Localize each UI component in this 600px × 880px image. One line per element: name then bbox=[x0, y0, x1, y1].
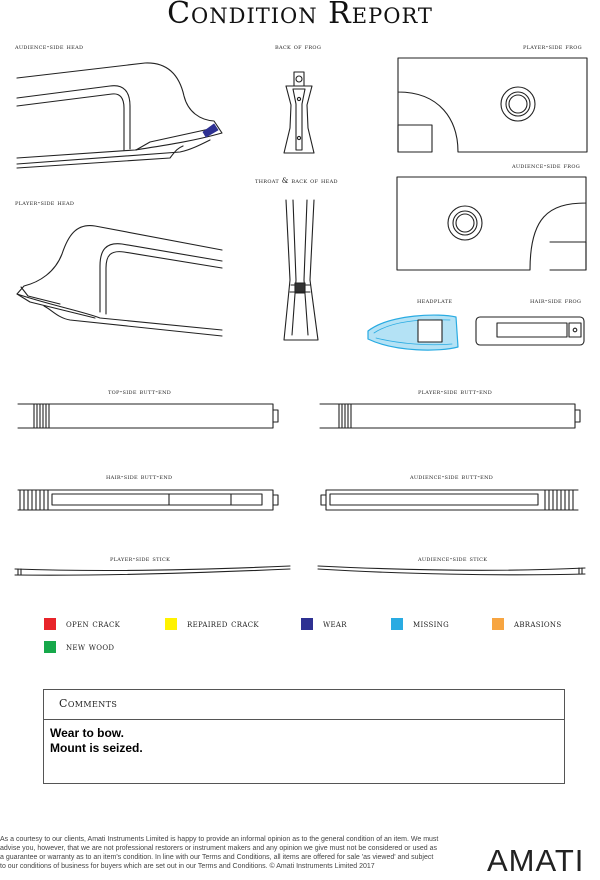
label-player-side-head: player-side head bbox=[15, 198, 75, 207]
legend-swatch-blue bbox=[301, 618, 313, 630]
label-audience-side-stick: audience-side stick bbox=[418, 554, 488, 563]
label-top-side-butt-end: top-side butt-end bbox=[108, 387, 172, 396]
top-side-butt-end-drawing bbox=[18, 404, 278, 428]
comments-box bbox=[43, 689, 565, 784]
disclaimer-text: As a courtesy to our clients, Amati Instruments Limited is happy to provide an informal opinion as to the general condition of an item. We must advise you, however, that we are not professional restorers or instrument makers and any opinion we give must not be considered or used as a guarantee or warranty as to an item's condition. In line with our Terms and Conditions, all items are offered for sale 'as viewed' and subject to our conditions of business for buyers which are set out in our Terms and Conditions. © Amati Instruments Limited 2017 bbox=[0, 836, 439, 870]
legend-label-missing: missing bbox=[413, 618, 449, 630]
headplate-drawing bbox=[368, 315, 458, 350]
legend-swatch-green bbox=[44, 641, 56, 653]
amati-logo: AMATI bbox=[487, 843, 585, 878]
player-side-head-drawing bbox=[17, 226, 222, 336]
label-headplate: headplate bbox=[417, 296, 453, 305]
player-side-frog-drawing bbox=[398, 58, 587, 152]
audience-side-frog-drawing bbox=[397, 177, 586, 270]
hair-side-frog-drawing bbox=[476, 317, 584, 345]
back-of-frog-drawing bbox=[284, 72, 314, 153]
label-hair-side-butt-end: hair-side butt-end bbox=[106, 472, 173, 481]
legend-item-abrasions bbox=[492, 618, 561, 630]
legend-item-open-crack bbox=[44, 618, 120, 630]
hair-side-butt-end-drawing bbox=[18, 490, 278, 510]
comments-heading: Comments bbox=[59, 697, 118, 710]
throat-back-of-head-drawing bbox=[284, 200, 318, 340]
legend-swatch-light-blue bbox=[391, 618, 403, 630]
legend-label-abrasions: abrasions bbox=[514, 618, 562, 630]
legend-label-new-wood: new wood bbox=[66, 641, 115, 653]
comments-header bbox=[44, 690, 564, 720]
legend-label-wear: wear bbox=[323, 618, 347, 630]
label-player-side-butt-end: player-side butt-end bbox=[418, 387, 493, 396]
legend-swatch-yellow bbox=[165, 618, 177, 630]
label-player-side-stick: player-side stick bbox=[110, 554, 171, 563]
legend-swatch-red bbox=[44, 618, 56, 630]
label-throat-back-of-head: throat & back of head bbox=[255, 176, 338, 185]
player-side-stick-drawing bbox=[15, 566, 290, 575]
comment-line-1: Wear to bow. bbox=[50, 726, 125, 740]
legend-item-new-wood bbox=[44, 641, 114, 653]
legend-label-open-crack: open crack bbox=[66, 618, 121, 630]
legend-item-missing bbox=[391, 618, 449, 630]
label-hair-side-frog: hair-side frog bbox=[530, 296, 582, 305]
page-title: Condition Report bbox=[167, 0, 433, 31]
legend-label-repaired-crack: repaired crack bbox=[187, 618, 259, 630]
label-audience-side-butt-end: audience-side butt-end bbox=[410, 472, 494, 481]
audience-side-stick-drawing bbox=[318, 566, 585, 575]
audience-side-butt-end-drawing bbox=[321, 490, 578, 510]
label-audience-side-frog: audience-side frog bbox=[512, 161, 581, 170]
label-player-side-frog: player-side frog bbox=[523, 42, 582, 51]
legend-swatch-orange bbox=[492, 618, 504, 630]
label-audience-side-head: audience-side head bbox=[15, 42, 84, 51]
label-back-of-frog: back of frog bbox=[275, 42, 322, 51]
player-side-butt-end-drawing bbox=[320, 404, 580, 428]
legend-item-repaired-crack bbox=[165, 618, 259, 630]
audience-side-head-drawing bbox=[17, 63, 222, 168]
comment-line-2: Mount is seized. bbox=[50, 741, 143, 755]
legend-item-wear bbox=[301, 618, 347, 630]
